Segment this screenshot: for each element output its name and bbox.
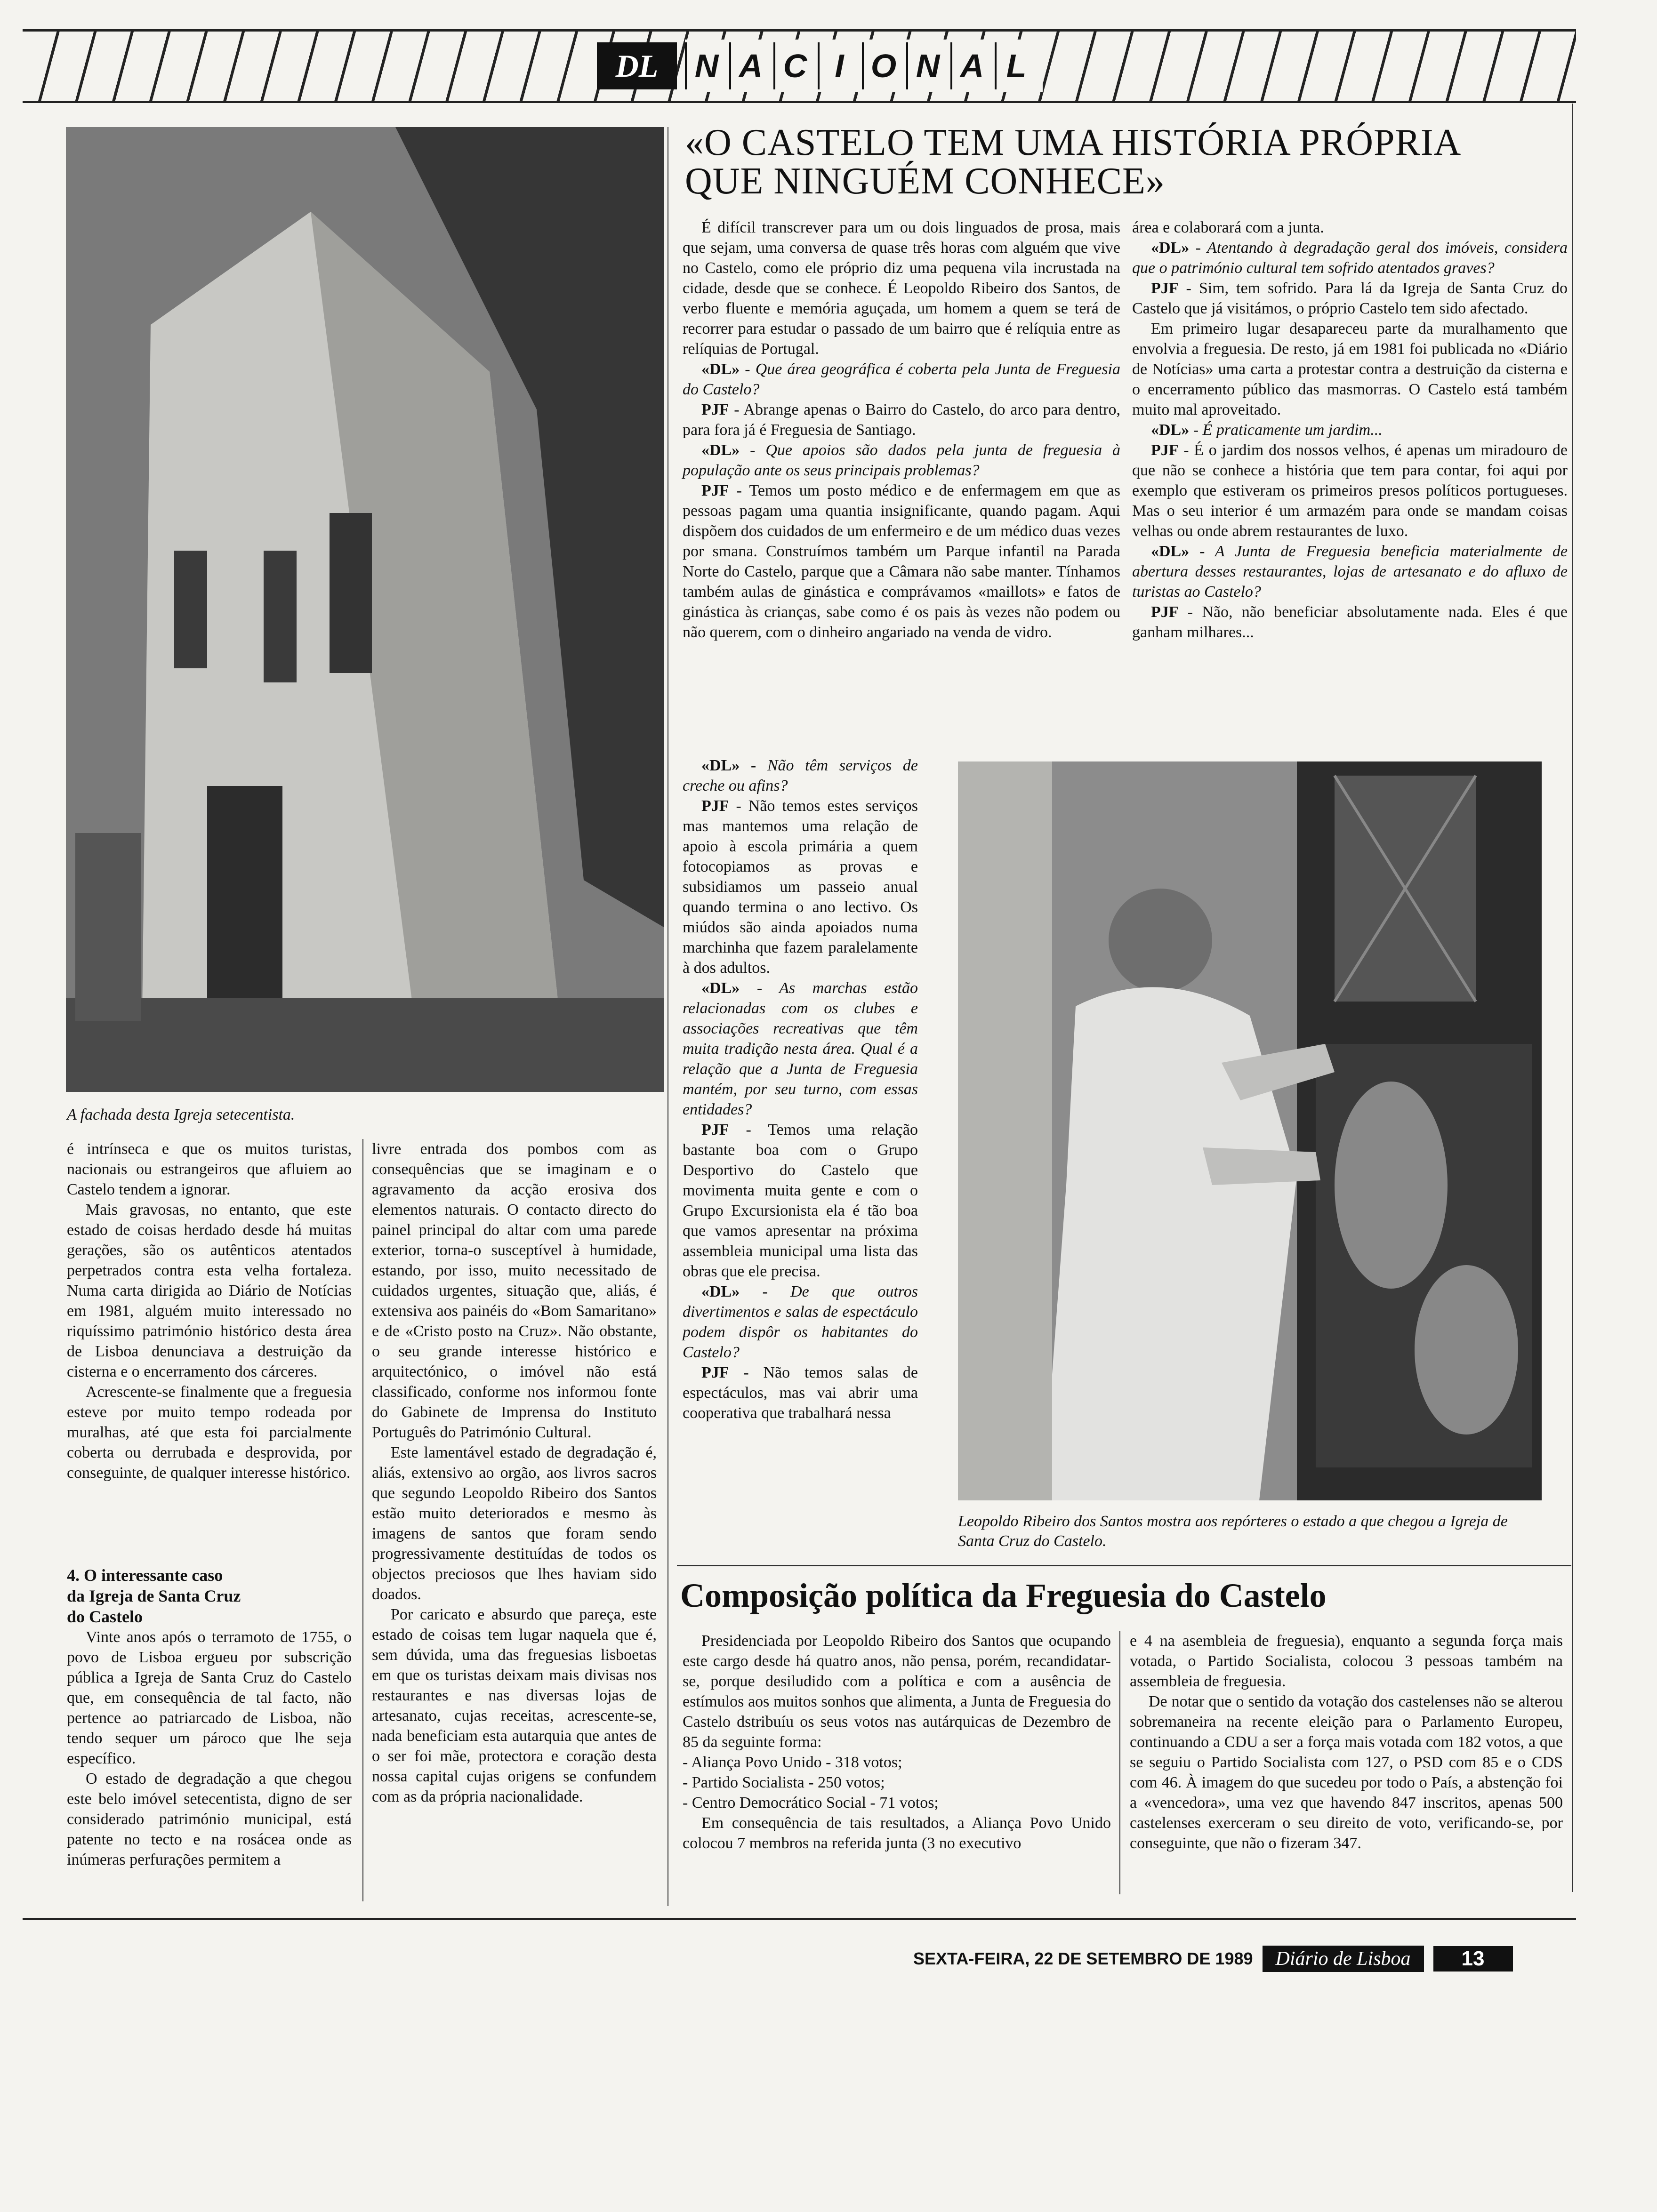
interviewer-label: «DL» [701,979,740,997]
paragraph: Este lamentável estado de degradação é, aliás, extensivo ao orgão, aos livros sacros que segundo Leopoldo Ribeiro dos Santos estão muito deteriorados e mesmo às imagens de santos que foram sendo progressivamente destituídas de todos os objectos preciosos que lhes haviam sido doados. [372,1444,657,1603]
interview-answer [683,1120,918,1282]
column-rule [362,1139,363,1901]
interviewee-label: PJF [701,797,729,815]
paragraph: É difícil transcrever para um ou dois linguados de prosa, mais que sejam, uma conversa de quase três horas com alguém que vive no Castelo, como ele próprio diz uma pequena vila incrustada na cidade, desde que se conhece. É Leopoldo Ribeiro dos Santos, de verbo fluente e memória aguçada, um homem a quem se terá de recorrer para estudar o passado de um bairro que é relíquia entre as relíquias de Portugal. [683,219,1120,358]
section-title-letter: I [818,42,859,89]
interview-question [1132,541,1568,602]
logo-box: DL [597,42,677,89]
interview-question [683,1282,918,1362]
man-photo-caption: Leopoldo Ribeiro dos Santos mostra aos repórteres o estado a que chegou a Igreja de Santa Cruz do Castelo. [958,1513,1508,1550]
footer-date: SEXTA-FEIRA, 22 DE SETEMBRO DE 1989 [913,1949,1253,1968]
interviewee-label: PJF [1151,280,1179,297]
paragraph: Em consequência de tais resultados, a Aliança Povo Unido colocou 7 membros na referida junta (3 no executivo [683,1814,1111,1852]
man-door-illustration [958,761,1542,1500]
section-title-letter: A [729,42,771,89]
left-article-col-a2 [67,1565,352,1870]
headline-line-2: QUE NINGUÉM CONHECE» [685,160,1165,202]
interviewee-label: PJF [1151,603,1179,621]
paragraph: área e colaborará com a junta. [1132,219,1324,236]
left-article-col-b [372,1139,657,1807]
paragraph: e 4 na asembleia de freguesia), enquanto a segunda força mais votada, o Partido Socialista, colocou 3 pessoas também na assembleia de freguesia. [1130,1632,1563,1690]
interview-answer [1132,440,1568,541]
church-photo-caption: A fachada desta Igreja setecentista. [67,1106,295,1123]
section-title-letter: A [950,42,992,89]
paragraph: Presidenciada por Leopoldo Ribeiro dos Santos que ocupando este cargo desde há quatro anos, não pensa, porém, recandidatar-se, porque desiludido com a política e com a ausência de estímulos aos muitos sonhos que alimenta, a Junta de Freguesia do Castelo dstribuíu os seus votos nas autárquicas de Dezembro de 85 da seguinte forma: [683,1632,1111,1751]
interviewee-label: PJF [701,1364,729,1381]
section-heading: 4. O interessante caso [67,1566,223,1585]
section-title-letter: C [773,42,815,89]
interview-question [683,359,1120,400]
interview-question [683,978,918,1120]
interview-answer [683,481,1120,642]
paragraph: Por caricato e absurdo que pareça, este estado de coisas tem lugar naquela que é, sem dúvida, uma das freguesias lisboetas em que os turistas deixam mais divisas nos restaurantes e nas diversas lojas de artesanato, cujas receitas, acrescente-se, nada beneficiam esta autarquia que antes de o ser foi mãe, protectora e coração desta nossa capital cujas origens se confundem com as da própria nacionalidade. [372,1606,657,1805]
left-article-col-a [67,1139,352,1483]
interview-question [683,755,918,796]
interview-answer [1132,602,1568,642]
paragraph-text: - Não têm serviços de creche ou afins? [683,757,918,794]
interview-question [683,440,1120,481]
paragraph: - Aliança Povo Unido - 318 votos; [683,1754,902,1771]
main-headline [685,123,1570,200]
interview-answer [683,1362,918,1423]
column-rule [1572,104,1573,1892]
footer [913,1944,1513,1974]
interviewer-label: «DL» [1151,239,1190,256]
column-rule [1119,1631,1120,1894]
church-facade-illustration [66,127,664,1092]
church-photo [66,127,664,1092]
interviewer-label: «DL» [701,757,740,774]
interview-question [1132,238,1568,278]
paragraph-text: - Abrange apenas o Bairro do Castelo, do arco para dentro, para fora já é Freguesia de Santiago. [683,401,1120,439]
composition-top-rule [677,1565,1571,1566]
paragraph: De notar que o sentido da votação dos castelenses não se alterou sobremaneira na recente eleição para o Parlamento Europeu, continuando a CDU a ser a força mais votada com 182 votos, a que se seguiu o Partido Socialista com 127, o PSD com 85 e o CDS com 46. À imagem do que sucedeu por todo o País, a abstenção foi a «vencedora», uma vez que havendo 847 inscritos, apenas 500 castelenses exerceram o seu direito de voto, verificando-se, por conseguinte, que não o fizeram 347. [1130,1693,1563,1852]
interviewer-label: «DL» [1151,543,1190,560]
paragraph-text: - É o jardim dos nossos velhos, é apenas um miradouro de que não se conhece a história que tem para contar, foi aqui por exemplo que estiveram os primeiros presos políticos portugueses. Mas o seu interior é um armazém para onde se mandam coisas velhas ou onde abrem restaurantes de luxo. [1132,441,1568,540]
section-title-letter: L [995,42,1036,89]
section-heading: do Castelo [67,1607,143,1626]
interview-answer [683,400,1120,440]
paragraph: - Partido Socialista - 250 votos; [683,1774,885,1791]
paragraph: livre entrada dos pombos com as consequências que se imaginam e o agravamento da acção erosiva dos elementos naturais. O contacto directo do painel principal do altar com uma parede exterior, torna-o susceptível à humidade, estando, por isso, muito necessitado de cuidados urgentes, situação que, aliás, é extensiva aos painéis do «Bom Samaritano» e de «Cristo posto na Cruz». Não obstante, o seu grande interesse histórico e arquitectónico, o imóvel não está classificado, conforme nos informou fonte do Gabinete de Imprensa do Instituto Português do Património Cultural. [372,1140,657,1441]
man-at-door-photo [958,761,1542,1500]
composition-headline: Composição política da Freguesia do Castelo [680,1577,1327,1614]
paragraph: Acrescente-se finalmente que a freguesia esteve por muito tempo rodeada por muralhas, até que esta foi parcialmente coberta ou derrubada e desprovida, por conseguinte, de qualquer interesse histórico. [67,1383,352,1482]
paragraph-text: - Atentando à degradação geral dos imóveis, considera que o património cultural tem sofrido atentados graves? [1132,239,1568,277]
paragraph-text: - As marchas estão relacionadas com os clubes e associações recreativas que têm muita tradição nesta área. Qual é a relação que a Junta de Freguesia mantém, por seu turno, com essas entidades? [683,979,918,1118]
interview-question [1132,420,1568,440]
paragraph-text: - Não temos estes serviços mas mantemos uma relação de apoio à escola primária a quem fotocopiamos as provas e subsidiamos um passeio anual quando termina o ano lectivo. Os miúdos são ainda apoiados numa marchinha que fazem paralelamente à dos adultos. [683,797,918,977]
paragraph-text: - Que área geográfica é coberta pela Junta de Freguesia do Castelo? [683,361,1120,398]
interviewee-label: PJF [701,401,729,418]
footer-page-number: 13 [1433,1946,1513,1972]
composition-col-a [683,1631,1111,1853]
composition-col-b [1130,1631,1563,1853]
interviewer-label: «DL» [701,441,740,459]
interview-col-2 [1132,217,1568,642]
interviewer-label: «DL» [701,1283,740,1300]
paragraph-text: - É praticamente um jardim... [1189,421,1383,439]
paragraph-text: - A Junta de Freguesia beneficia materialmente de abertura desses restaurantes, lojas de artesanato e do afluxo de turistas ao Castelo? [1132,543,1568,601]
paragraph-text: - Temos uma relação bastante boa com o Grupo Desportivo do Castelo que movimenta muita gente e com o Grupo Excursionista ela é tão boa que vamos apresentar na próxima assembleia municipal uma lista das obras que ele precisa. [683,1121,918,1280]
paragraph: Vinte anos após o terramoto de 1755, o povo de Lisboa ergueu por subscrição pública a Igreja de Santa Cruz do Castelo que, em consequência de tal facto, não pertence ao patriarcado de Lisboa, não tendo sequer um pároco que lhe seja específico. [67,1628,352,1767]
paragraph-text: - Não, não beneficiar absolutamente nada. Eles é que ganham milhares... [1132,603,1568,641]
paragraph-text: - De que outros divertimentos e salas de espectáculo podem dispôr os habitantes do Castelo? [683,1283,918,1361]
section-title [685,40,1043,92]
section-title-letter: O [862,42,903,89]
interviewer-label: «DL» [1151,421,1190,439]
interview-col-1-narrow [683,755,918,1423]
page-bottom-rule [23,1918,1576,1920]
paragraph: é intrínseca e que os muitos turistas, nacionais ou estrangeiros que afluiem ao Castelo tendem a ignorar. [67,1140,352,1198]
interview-answer [1132,278,1568,319]
paragraph: Em primeiro lugar desapareceu parte da muralhamento que envolvia a freguesia. De resto, já em 1981 foi publicada no «Diário de Notícias» uma carta a protestar contra a destruição da cisterna e o encerramento público das masmorras. O Castelo está também muito mal aproveitado. [1132,320,1568,418]
paragraph: Mais gravosas, no entanto, que este estado de coisas herdado desde há muitas gerações, são os autênticos atentados perpetrados contra esta velha fortaleza. Numa carta dirigida ao Diário de Notícias em 1981, alguém muito interessado no riquíssimo património histórico desta área de Lisboa denunciava a destruição da cisterna e o encerramento dos cárceres. [67,1201,352,1380]
section-title-letter: N [906,42,948,89]
paragraph-text: - Não temos salas de espectáculos, mas vai abrir uma cooperativa que trabalhará nessa [683,1364,918,1422]
paragraph: - Centro Democrático Social - 71 votos; [683,1794,939,1811]
interviewee-label: PJF [701,1121,729,1138]
interview-answer [683,796,918,978]
interviewer-label: «DL» [701,361,740,378]
paragraph-text: - Que apoios são dados pela junta de freguesia à população ante os seus principais problemas? [683,441,1120,479]
interviewee-label: PJF [701,482,729,499]
section-heading: da Igreja de Santa Cruz [67,1587,241,1605]
paragraph-text: - Temos um posto médico e de enfermagem em que as pessoas pagam uma quantia insignificante, quando pagam. Aqui dispõem dos cuidados de um enfermeiro e de um médico duas vezes por smana. Construímos também um Parque infantil na Parada Norte do Castelo, parque que a Câmara não sabe manter. Tínhamos também aulas de ginástica e comprávamos «maillots» e fatos de ginástica às crianças, sabe como é os pais às vezes não podem ou não querem, com o dinheiro angariado na venda de vidro. [683,482,1121,641]
headline-line-1: «O CASTELO TEM UMA HISTÓRIA PRÓPRIA [685,122,1462,163]
section-title-letter: N [685,42,726,89]
paragraph-text: - Sim, tem sofrido. Para lá da Igreja de Santa Cruz do Castelo que já visitámos, o próprio Castelo tem sido afectado. [1132,280,1568,317]
interviewee-label: PJF [1151,441,1179,459]
footer-paper-name: Diário de Lisboa [1263,1946,1424,1972]
paragraph: O estado de degradação a que chegou este belo imóvel setecentista, digno de ser considerado património municipal, está patente no tecto e na rosácea onde as inúmeras perfurações permitem a [67,1770,352,1868]
interview-col-1 [683,217,1120,642]
